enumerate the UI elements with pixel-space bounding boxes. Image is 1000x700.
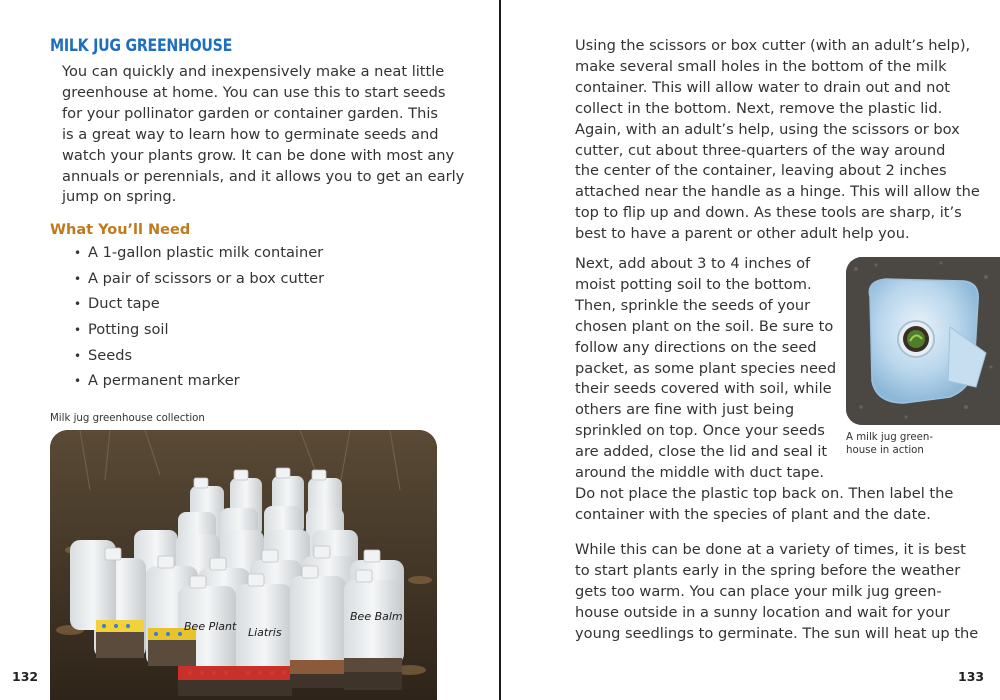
bullet-icon: • (74, 246, 82, 260)
caption-line: A milk jug green- (846, 432, 934, 443)
intro-line: greenhouse at home. You can use this to start seeds (62, 83, 446, 101)
paragraph-line: moist potting soil to the bottom. (575, 275, 812, 293)
paragraph-line: around the middle with duct tape. (575, 464, 825, 482)
intro-line: is a great way to learn how to germinate seeds and (62, 125, 439, 143)
jug-label-liatris: Liatris (248, 626, 282, 639)
list-item (74, 269, 324, 295)
list-item-text: Potting soil (88, 321, 169, 339)
paragraph-line: sprinkled on top. Once your seeds (575, 422, 825, 440)
photo-caption-right (846, 431, 956, 457)
intro-line: for your pollinator garden or container garden. This (62, 104, 438, 122)
list-item-text: A permanent marker (88, 372, 240, 390)
paragraph-line: best to have a parent or other adult help you. (575, 225, 910, 243)
paragraph-cutting (575, 36, 980, 245)
paragraph-timing (575, 540, 979, 645)
intro-paragraph (62, 62, 465, 208)
list-item (74, 371, 324, 397)
list-item (74, 320, 324, 346)
caption-line: house in action (846, 445, 924, 456)
milk-jug-collection-photo (50, 430, 437, 700)
paragraph-soil-seeds (575, 254, 837, 484)
page-number-left: 132 (12, 669, 39, 684)
paragraph-line: gets too warm. You can place your milk jug green- (575, 582, 942, 600)
milk-jug-top-view-illustration (846, 257, 1000, 425)
paragraph-line: Again, with an adult’s help, using the scissors or box (575, 120, 960, 138)
milk-jug-collection-illustration (50, 430, 437, 700)
list-item (74, 243, 324, 269)
paragraph-line: packet, as some plant species need (575, 359, 837, 377)
paragraph-line: young seedlings to germinate. The sun will heat up the (575, 624, 979, 642)
paragraph-line: others are fine with just being (575, 401, 795, 419)
list-item-text: Duct tape (88, 295, 160, 313)
paragraph-line: chosen plant on the soil. Be sure to (575, 317, 834, 335)
list-item-text: A pair of scissors or a box cutter (88, 269, 325, 287)
paragraph-line: Then, sprinkle the seeds of your (575, 296, 811, 314)
intro-line: annuals or perennials, and it allows you to get an early (62, 167, 465, 185)
paragraph-line: are added, close the lid and seal it (575, 443, 828, 461)
paragraph-line: attached near the handle as a hinge. This will allow the (575, 183, 980, 201)
intro-line: jump on spring. (62, 188, 177, 206)
paragraph-line: make several small holes in the bottom of the milk (575, 57, 947, 75)
section-title: MILK JUG GREENHOUSE (50, 36, 233, 55)
intro-line: watch your plants grow. It can be done with most any (62, 146, 455, 164)
page-number-right: 133 (958, 669, 985, 684)
paragraph-line: their seeds covered with soil, while (575, 380, 832, 398)
paragraph-line: collect in the bottom. Next, remove the plastic lid. (575, 99, 943, 117)
photo-caption-left: Milk jug greenhouse collection (50, 413, 205, 424)
paragraph-line: cutter, cut about three-quarters of the way around (575, 141, 946, 159)
paragraph-line: follow any directions on the seed (575, 338, 817, 356)
paragraph-line: the center of the container, leaving about 2 inches (575, 162, 947, 180)
paragraph-line: Using the scissors or box cutter (with an adult’s help), (575, 37, 971, 54)
milk-jug-in-action-photo (846, 257, 1000, 425)
jug-label-bee-plant: Bee Plant (184, 620, 237, 633)
bullet-icon: • (74, 374, 82, 389)
paragraph-line: Next, add about 3 to 4 inches of (575, 255, 811, 272)
paragraph-line: container with the species of plant and the date. (575, 505, 931, 523)
intro-line: You can quickly and inexpensively make a neat little (62, 63, 445, 80)
paragraph-line: While this can be done at a variety of times, it is best (575, 541, 966, 558)
what-you-need-heading: What You’ll Need (50, 222, 191, 238)
paragraph-line: Do not place the plastic top back on. Then label the (575, 485, 954, 502)
list-item (74, 346, 324, 372)
bullet-icon: • (74, 348, 82, 363)
paragraph-line: container. This will allow water to drain out and not (575, 78, 951, 96)
paragraph-line: house outside in a sunny location and wait for your (575, 603, 950, 621)
paragraph-labeling (575, 484, 965, 526)
paragraph-line: top to flip up and down. As these tools are sharp, it’s (575, 204, 962, 222)
list-item-text: A 1-gallon plastic milk container (88, 244, 324, 261)
bullet-icon: • (74, 323, 82, 338)
paragraph-line: to start plants early in the spring before the weather (575, 561, 961, 579)
bullet-icon: • (74, 271, 82, 286)
supplies-list (74, 243, 324, 397)
list-item-text: Seeds (88, 346, 133, 364)
list-item (74, 294, 324, 320)
bullet-icon: • (74, 297, 82, 312)
jug-label-bee-balm: Bee Balm (350, 610, 403, 623)
